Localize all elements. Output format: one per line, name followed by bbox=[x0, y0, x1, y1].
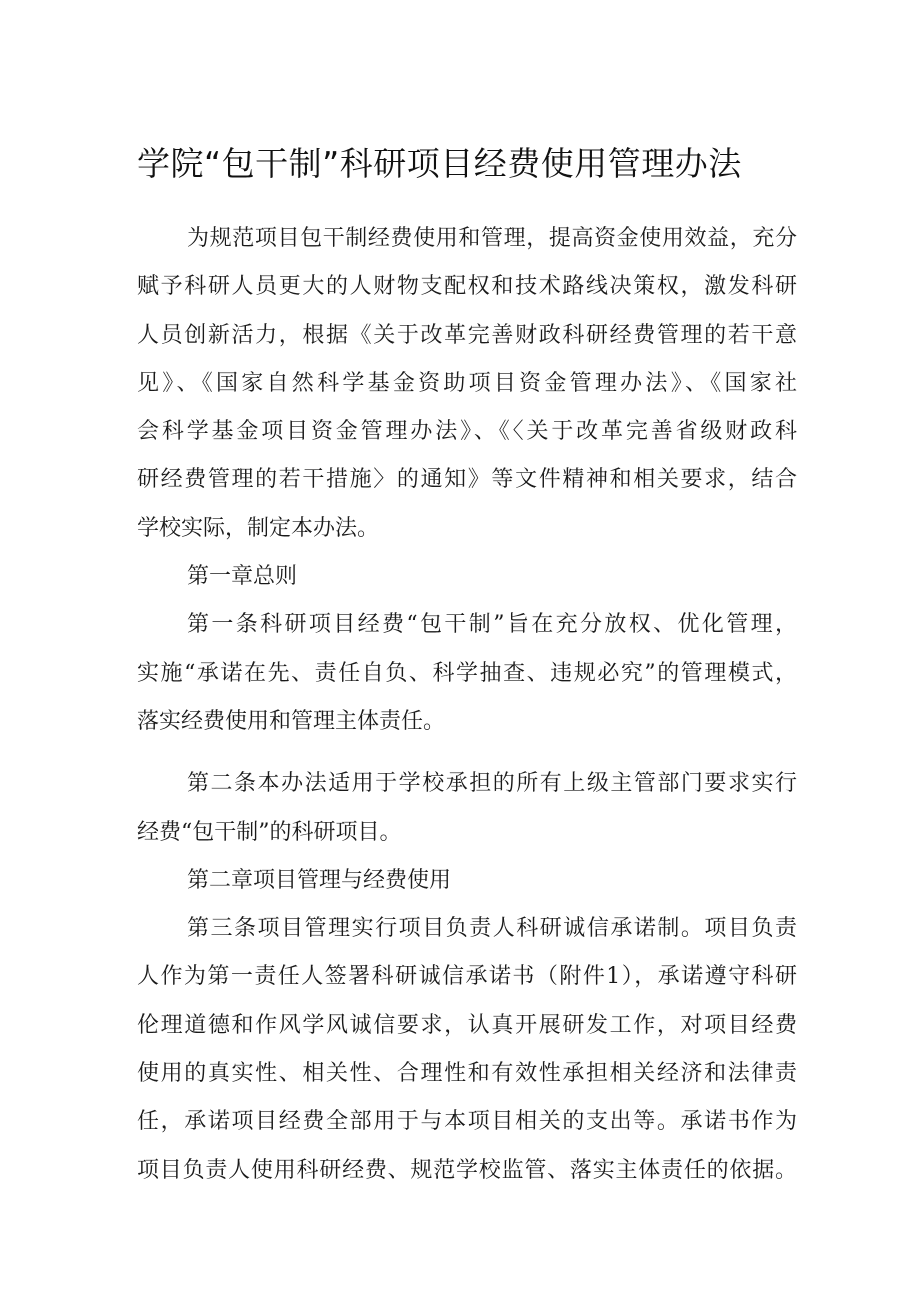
document-body bbox=[137, 215, 797, 1195]
paragraph-line: 为规范项目包干制经费使用和管理，提高资金使用效益，充分 bbox=[187, 226, 797, 251]
paragraph-line: 人员创新活力，根据《关于改革完善财政科研经费管理的若干意 bbox=[137, 322, 797, 348]
paragraph-line: 第二条本办法适用于学校承担的所有上级主管部门要求实行 bbox=[187, 771, 797, 797]
paragraph-line: 研经费管理的若干措施〉的通知》等文件精神和相关要求，结合 bbox=[137, 467, 797, 493]
paragraph-line: 赋予科研人员更大的人财物支配权和技术路线决策权，激发科研 bbox=[137, 274, 797, 300]
paragraph-line: 伦理道德和作风学风诚信要求，认真开展研发工作，对项目经费 bbox=[137, 1012, 797, 1038]
paragraph-line: 第一条科研项目经费“包干制”旨在充分放权、优化管理， bbox=[187, 612, 797, 638]
paragraph-line: 人作为第一责任人签署科研诚信承诺书（附件1），承诺遵守科研 bbox=[137, 964, 797, 990]
chapter-heading: 第二章项目管理与经费使用 bbox=[187, 867, 452, 893]
paragraph-line: 第三条项目管理实行项目负责人科研诚信承诺制。项目负责 bbox=[187, 916, 797, 942]
paragraph-line: 会科学基金项目资金管理办法》、《〈关于改革完善省级财政科 bbox=[137, 419, 797, 445]
paragraph-line: 任，承诺项目经费全部用于与本项目相关的支出等。承诺书作为 bbox=[137, 1109, 797, 1135]
paragraph-line: 使用的真实性、相关性、合理性和有效性承担相关经济和法律责 bbox=[137, 1061, 797, 1087]
document-title: 学院“包干制”科研项目经费使用管理办法 bbox=[137, 144, 742, 183]
paragraph-line: 见》、《国家自然科学基金资助项目资金管理办法》、《国家社 bbox=[137, 370, 797, 396]
paragraph-line: 实施“承诺在先、责任自负、科学抽查、违规必究”的管理模式， bbox=[137, 660, 797, 686]
paragraph-line: 学校实际，制定本办法。 bbox=[137, 515, 380, 541]
chapter-heading: 第一章总则 bbox=[187, 564, 298, 590]
paragraph-line: 落实经费使用和管理主体责任。 bbox=[137, 708, 446, 734]
paragraph-line: 经费“包干制”的科研项目。 bbox=[137, 819, 402, 845]
paragraph-line: 项目负责人使用科研经费、规范学校监管、落实主体责任的依据。 bbox=[137, 1157, 797, 1183]
